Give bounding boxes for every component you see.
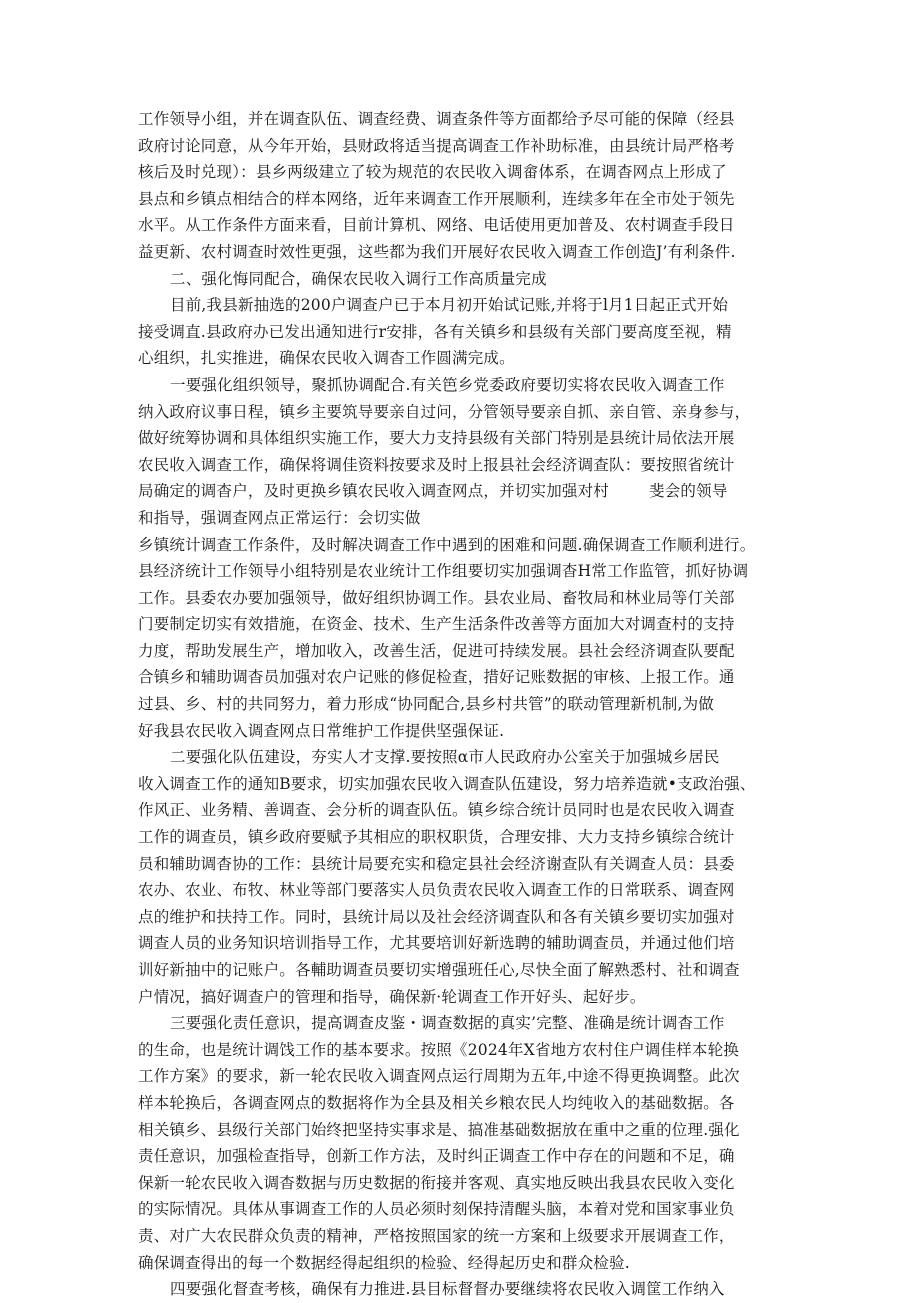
- text-line: 责、对广大农民群众负责的精神，严格按照国家的统一方案和上级要求开展调查工作，: [138, 1226, 735, 1245]
- text-line: 门要制定切实有效措施，在资金、技术、生产生活条件改善等方面加大对调查村的支持: [138, 615, 735, 634]
- text-line: 益更新、农村调查时效性更强，这些都为我们开展好农民收入调查工作创造J’有利条件.: [138, 242, 736, 261]
- text-line: 核后及时兑现）：县乡两级建立了较为规范的农民收入调畲体系，在调杳网点上形成了: [138, 163, 727, 182]
- text-line: 户情况，搞好调查户的管理和指导，确保新·轮调查工作开好头、起好步。: [138, 987, 646, 1006]
- text-line: 工作的调查员，镇乡政府要赋予其相应的职权职货，合理安排、大力支持乡镇综合统计: [138, 828, 735, 847]
- text-line: 二要强化队伍建设，夯实人才支撑.要按照α市人民政府办公室关于加强城乡居民: [170, 748, 720, 767]
- text-line: 训好新抽中的记账户。各輔助调查员要切实增强班任心,尽快全面了解熟悉村、社和调查: [138, 961, 740, 979]
- text-segment: 斐会的领导: [649, 482, 728, 501]
- text-line: 四要强化督查考核，确保有力推进.县目标督督办要继续将农民收入调筐工作纳入: [170, 1280, 725, 1299]
- text-line: 一要强化组织领导，聚抓协调配合.有关笆乡党委政府要切实将农民收入调查工作: [170, 375, 725, 394]
- text-line: 二、强化悔同配合，确保农民收入调行工作高质量完成: [170, 269, 547, 288]
- text-line: 农民收入调查工作，确保将调佳资料按要求及时上报县社会经济调查队：要按照省统计: [138, 455, 735, 474]
- text-line: 农办、农业、布牧、林业等部门要落实人员负责农民收入调查工作的日常联系、调查网: [138, 881, 735, 900]
- text-line: 做好统筹协调和具体组织实施工作，要大力支持县级有关部门特别是县统计局依法开展: [138, 429, 735, 448]
- text-line: 的实际情况。具体从事调查工作的人员必须时刻保持清醒头脑，本着对党和国家事业负: [138, 1200, 735, 1219]
- text-line: 工作领导小组，并在调查队伍、调查经费、调查条件等方面都给予尽可能的保障（经县: [138, 110, 735, 128]
- text-line: 调查人员的业务知识培训指导工作，尤其要培训好新选聘的辅助调查员，并通过他们培: [138, 934, 735, 953]
- text-line: 合镇乡和辅助调杳员加强对农户记账的修促检查，措好记账数据的审核、上报工作。通: [138, 668, 735, 687]
- text-line: 工作方案》的要求，新一轮农民收入调査网点运行周期为五年,中途不得更换调整。此次: [138, 1067, 740, 1086]
- text-line: 过县、乡、村的共同努力，着力形成“协同配合,县乡村共管”的联动管理新机制,为做: [138, 695, 715, 714]
- text-line: 县点和乡镇点相结合的样本网络，近年来调查工作开展顺利，连续多年在全市处于领先: [138, 189, 735, 208]
- text-line: 收入调查工作的通知B要求，切实加强农民收入调查队伍建设，努力培养造就•支政治强、: [138, 774, 756, 793]
- text-line: 和指导，强调查网点正常运行：会切实做: [138, 508, 421, 527]
- text-line: 相关镇乡、县级行关部门始终把坚持实事求是、搞准基础数据放在重中之重的位理.强化: [138, 1120, 740, 1139]
- text-line: 三要强化责任意识，提高调查皮鉴・调查数据的真实’完整、准确是统计调杳工作: [170, 1014, 725, 1033]
- text-line: 确保调查得出的每一个数据经得起组织的检验、经得起历史和群众检验.: [138, 1253, 630, 1272]
- text-line: [138, 478, 788, 505]
- text-line: 接受调直.县政府办已发出通知进行r安排，各有关镇乡和县级有关部门要高度至视，精: [138, 322, 732, 341]
- text-line: 乡镇统计调查工作条件，及时解决调查工作中遇到的困难和问题.确保调查工作顺利进行。: [138, 535, 756, 554]
- text-line: 心组织，扎实推进，确保农民收入调杳工作圆满完成。: [138, 349, 515, 368]
- text-line: 点的维护和扶持工作。同时，县统计局以及社会经济调査队和各有关镇乡要切实加强对: [138, 907, 735, 926]
- text-line: 县经济统计工作领导小组特别是农业统计工作组要切实加强调杳H常工作监管，抓好协调: [138, 562, 749, 581]
- text-line: 的生命，也是统计调饯工作的基本要求。按照《2024年X省地方农村住户调佳样本轮换: [138, 1040, 739, 1059]
- text-line: 政府讨论同意，从今年开始，县财政将适当提高调查工作补助标准，由县统计局严格考: [138, 136, 735, 155]
- document-body: [138, 106, 788, 1303]
- text-line: 保新一轮农民收入调杳数据与历史数据的衔接并客观、真实地反映出我县农民收入变化: [138, 1173, 735, 1192]
- text-line: 责任意识，加强检查指导，创新工作方法，及时纠正调查工作中存在的问题和不足，确: [138, 1147, 735, 1166]
- text-line: 作风正、业务精、善调查、会分析的调查队伍。镇乡综合统计员同时也是农民收入调查: [138, 801, 735, 820]
- text-line: 目前,我县新抽选的200户调查户已于本月初开始试记账,并将于l月1日起正式开始: [170, 296, 729, 315]
- text-line: 好我县农民收入调查网点日常维护工作提供坚强保证.: [138, 721, 505, 740]
- text-line: 纳入政府议事日程，镇乡主要筑导要亲自过问，分管领导要亲自抓、亲自管、亲身参与，: [138, 402, 751, 421]
- text-line: 员和辅助调杳协的工作：县统计局要充实和稳定县社会经济谢查队有关调查人员：县委: [138, 854, 735, 873]
- text-line: 工作。县委农办要加强领导，做好组织协调工作。县农业局、畜牧局和林业局等仃关部: [138, 588, 735, 607]
- text-line: 水平。从工作条件方面来看，目前计算机、网络、电话使用更加普及、农村调查手段日: [138, 216, 735, 235]
- text-segment: 局确定的调杳户，及时更换乡镇农民收入调查网点，并切实加强对村: [138, 482, 610, 501]
- text-line: 力度，帮助发展生产，增加收入，改善生活，促进可持续发展。县社会经济调查队要配: [138, 641, 735, 660]
- text-line: 样本轮换后，各调查网点的数据将作为全县及相关乡粮农民人均纯收入的基础数据。各: [138, 1093, 735, 1112]
